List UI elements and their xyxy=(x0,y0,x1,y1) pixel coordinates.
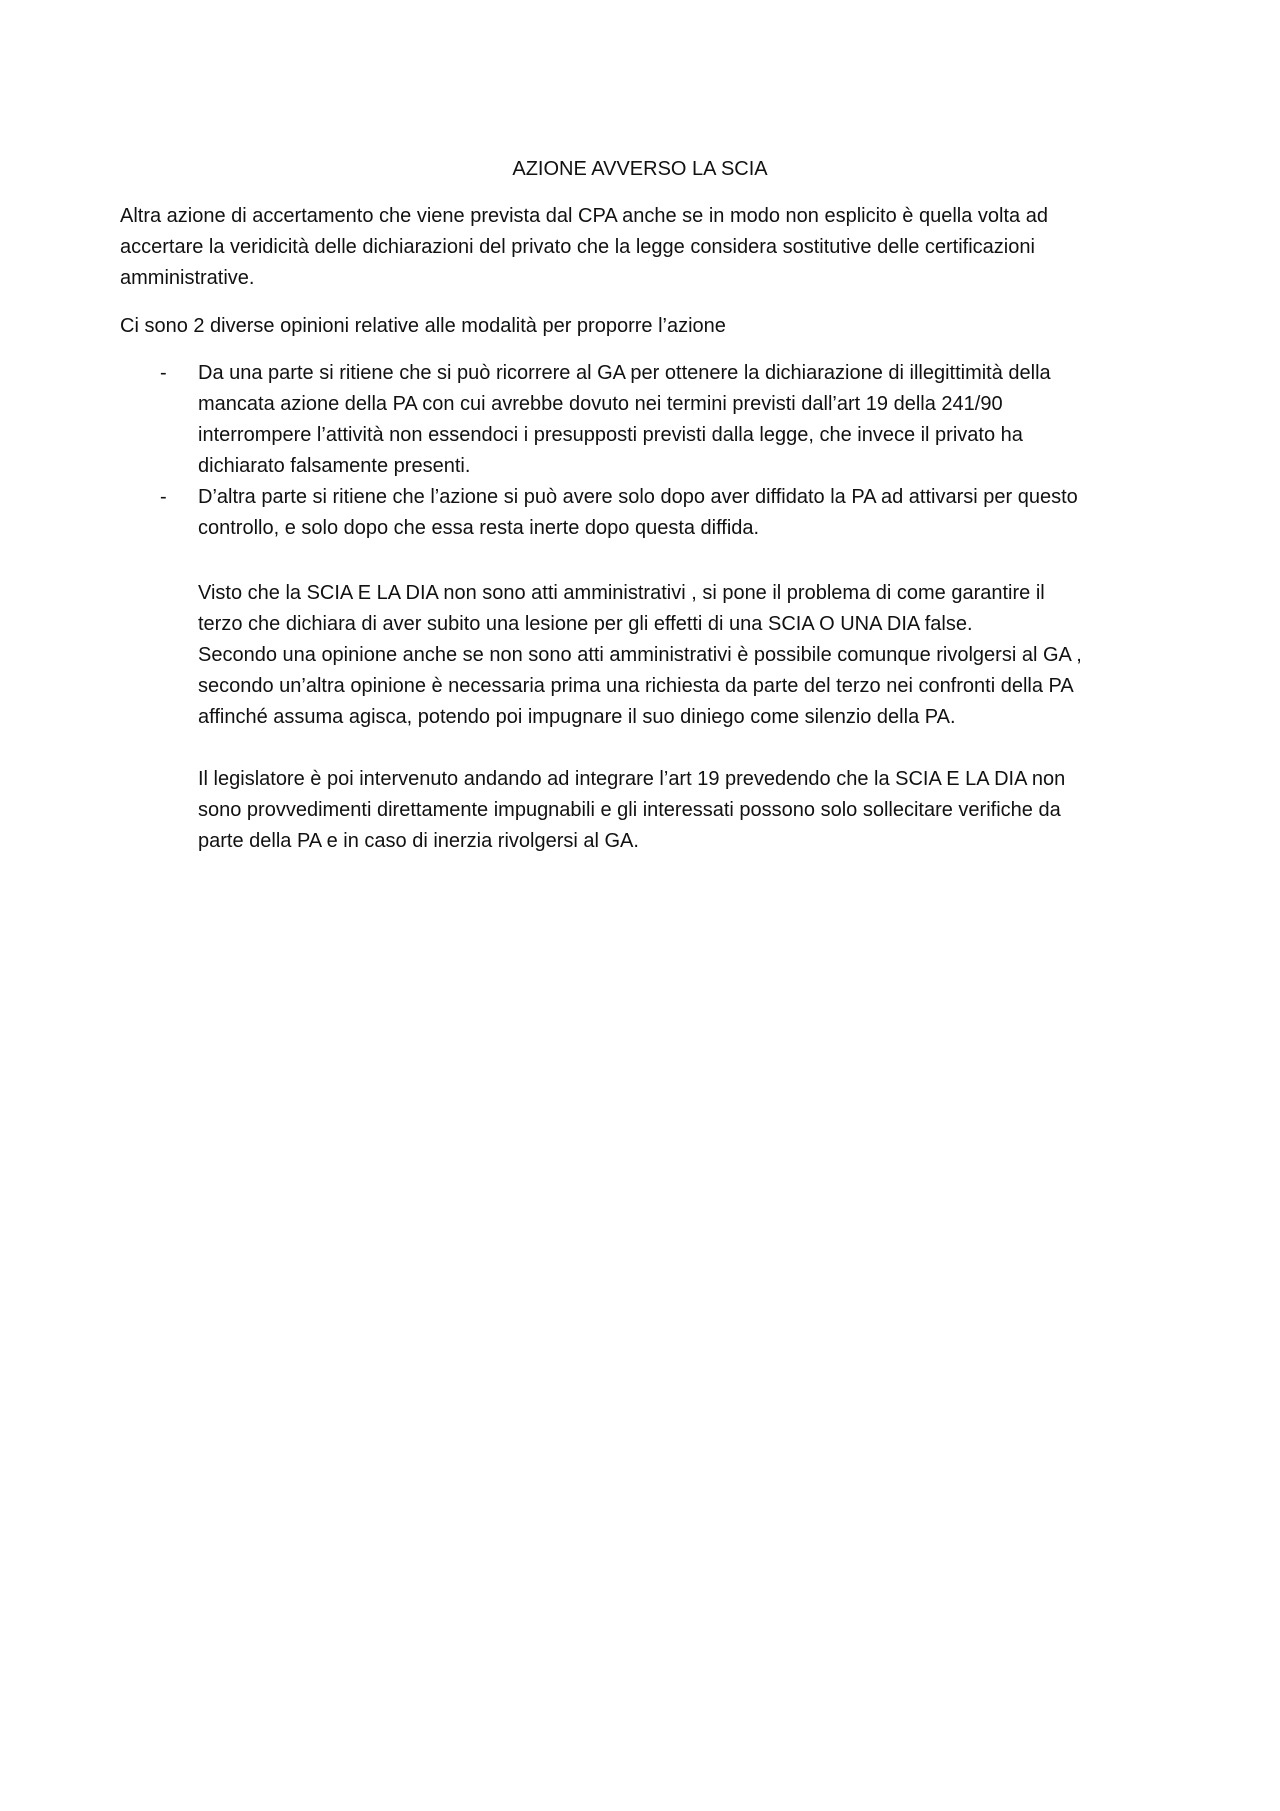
text-line: Il legislatore è poi intervenuto andando ad integrare l’art 19 prevedendo che la SCIA E LA DIA non xyxy=(198,768,1066,790)
text-line: Secondo una opinione anche se non sono atti amministrativi è possibile comunque rivolgersi al GA , xyxy=(198,644,1082,666)
text-line: Visto che la SCIA E LA DIA non sono atti amministrativi , si pone il problema di come garantire il xyxy=(198,582,1045,604)
list-bullet-marker: - xyxy=(160,362,167,384)
text-line: affinché assuma agisca, potendo poi impugnare il suo diniego come silenzio della PA. xyxy=(198,706,956,728)
list-item xyxy=(120,482,1160,544)
list-item xyxy=(120,358,1160,482)
text-line: Da una parte si ritiene che si può ricorrere al GA per ottenere la dichiarazione di illegittimità della xyxy=(198,362,1051,384)
intro-paragraph xyxy=(120,201,1160,294)
text-line: secondo un’altra opinione è necessaria prima una richiesta da parte del terzo nei confronti della PA xyxy=(198,675,1074,697)
text-line: sono provvedimenti direttamente impugnabili e gli interessati possono solo sollecitare verifiche da xyxy=(198,799,1061,821)
text-line: accertare la veridicità delle dichiarazioni del privato che la legge considera sostitutive delle certificazioni xyxy=(120,236,1035,258)
text-line: amministrative. xyxy=(120,267,255,289)
text-line: Ci sono 2 diverse opinioni relative alle modalità per proporre l’azione xyxy=(120,315,726,337)
document-title: AZIONE AVVERSO LA SCIA xyxy=(512,158,768,180)
text-line: D’altra parte si ritiene che l’azione si può avere solo dopo aver diffidato la PA ad attivarsi per questo xyxy=(198,486,1078,508)
opinions-list xyxy=(120,358,1160,544)
text-line: Altra azione di accertamento che viene prevista dal CPA anche se in modo non esplicito è quella volta ad xyxy=(120,205,1048,227)
text-line: controllo, e solo dopo che essa resta inerte dopo questa diffida. xyxy=(198,517,760,539)
list-bullet-marker: - xyxy=(160,486,167,508)
opinions-paragraph xyxy=(120,311,1160,342)
text-line: terzo che dichiara di aver subito una lesione per gli effetti di una SCIA O UNA DIA false. xyxy=(198,613,973,635)
text-line: interrompere l’attività non essendoci i presupposti previsti dalla legge, che invece il privato ha xyxy=(198,424,1023,446)
scia-dia-paragraph xyxy=(198,578,1160,733)
text-line: dichiarato falsamente presenti. xyxy=(198,455,471,477)
text-line: mancata azione della PA con cui avrebbe dovuto nei termini previsti dall’art 19 della 241/90 xyxy=(198,393,1003,415)
text-line: parte della PA e in caso di inerzia rivolgersi al GA. xyxy=(198,830,639,852)
legislator-paragraph xyxy=(198,764,1160,857)
